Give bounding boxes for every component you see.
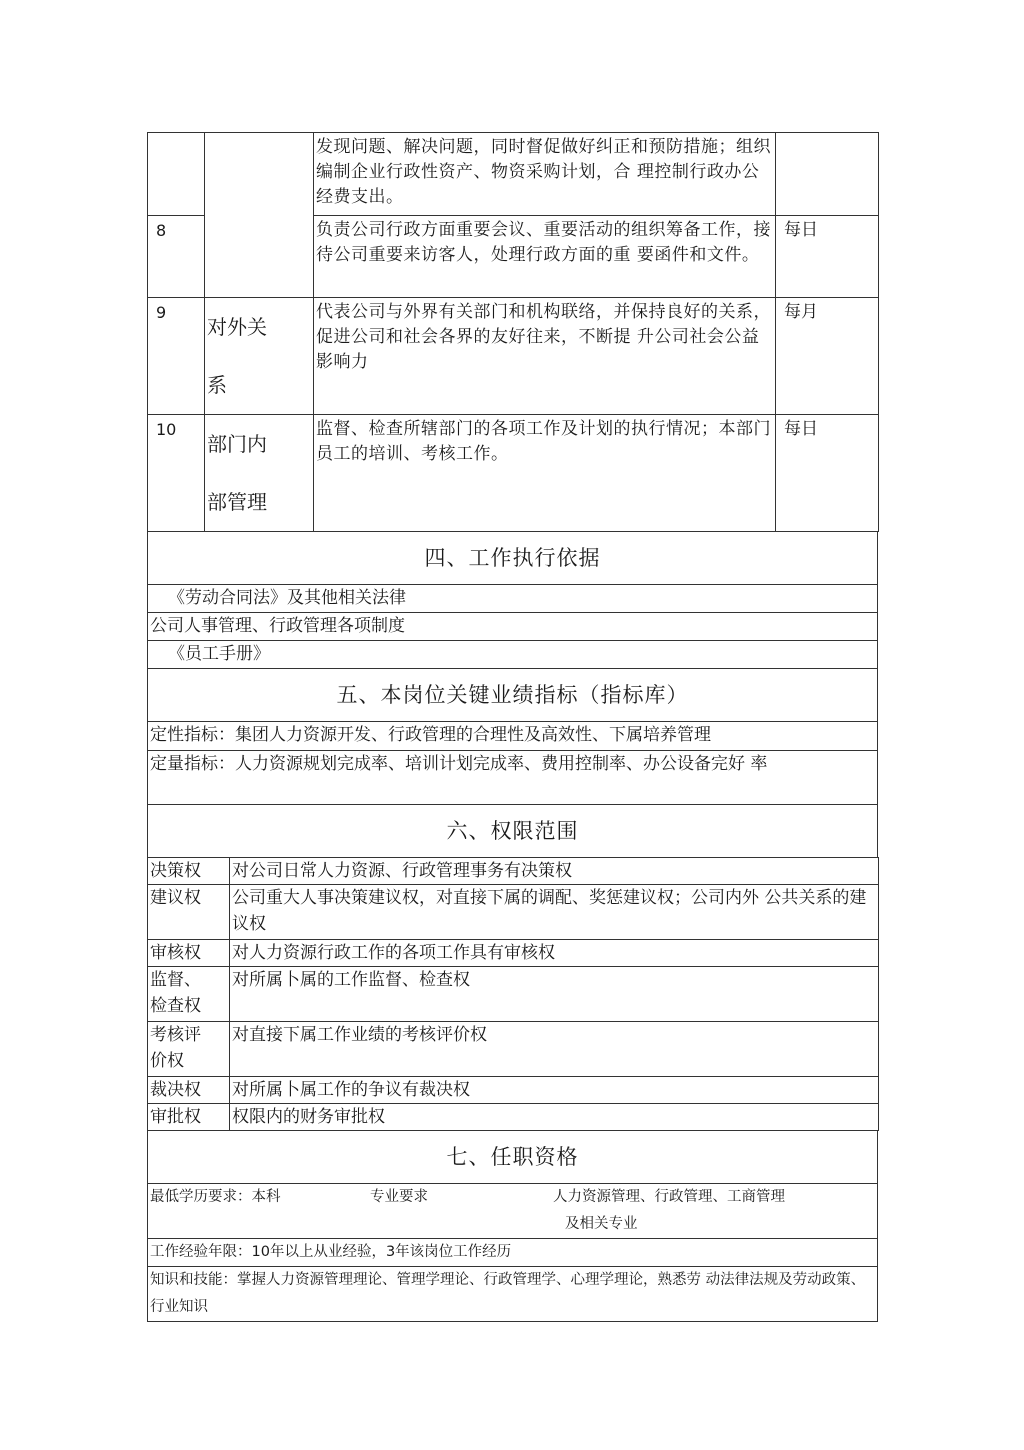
major-line: 人力资源管理、行政管理、工商管理	[553, 1189, 785, 1205]
major-line: 及相关专业	[565, 1216, 638, 1232]
kpi-quantitative: 定量指标：人力资源规划完成率、培训计划完成率、费用控制率、办公设备完好 率	[148, 751, 878, 805]
section-title: 四、工作执行依据	[148, 532, 878, 585]
experience-requirement: 工作经验年限：10年以上从业经验，3年该岗位工作经历	[148, 1239, 878, 1267]
duty-category-line: 部管理	[207, 490, 267, 514]
duty-row	[148, 415, 879, 532]
duty-number: 10	[148, 415, 205, 532]
duty-row	[148, 298, 879, 415]
duty-frequency: 每月	[776, 298, 879, 415]
duty-frequency: 每日	[776, 415, 879, 532]
authority-table	[147, 857, 879, 1131]
duty-frequency	[776, 133, 879, 216]
authority-desc: 对人力资源行政工作的各项工作具有审核权	[230, 940, 879, 967]
duty-category	[205, 298, 314, 415]
major-label: 专业要求	[370, 1189, 428, 1205]
authority-name: 监督、检查权	[148, 967, 230, 1022]
authority-desc: 对所属卜属的工作监督、检查权	[230, 967, 879, 1022]
authority-desc: 权限内的财务审批权	[230, 1104, 879, 1131]
authority-name: 考核评价权	[148, 1022, 230, 1077]
section-title: 七、任职资格	[148, 1131, 878, 1184]
authority-desc: 对直接下属工作业绩的考核评价权	[230, 1022, 879, 1077]
job-description-page	[147, 132, 878, 1322]
duty-category-line: 对外关	[207, 315, 267, 339]
section-title: 五、本岗位关键业绩指标（指标库）	[148, 669, 878, 722]
authority-desc: 对公司日常人力资源、行政管理事务有决策权	[230, 858, 879, 885]
education-major-row	[148, 1184, 878, 1239]
authority-name: 审核权	[148, 940, 230, 967]
knowledge-skills: 知识和技能：掌握人力资源管理理论、管理学理论、行政管理学、心理学理论，熟悉劳 动法律法规及劳动政策、行业知识	[148, 1267, 878, 1322]
education-requirement: 最低学历要求：本科	[150, 1189, 281, 1205]
basis-item: 《劳动合同法》及其他相关法律	[148, 585, 878, 613]
authority-name: 决策权	[148, 858, 230, 885]
duties-table	[147, 132, 879, 532]
major-requirement	[553, 1184, 785, 1238]
duty-text: 代表公司与外界有关部门和机构联络，并保持良好的关系，促进公司和社会各界的友好往来，不断提 升公司社会公益影响力	[314, 298, 776, 415]
qualification-table	[147, 1130, 878, 1322]
authority-name: 审批权	[148, 1104, 230, 1131]
authority-name: 建议权	[148, 885, 230, 940]
basis-kpi-table	[147, 531, 878, 858]
duty-category	[205, 415, 314, 532]
basis-item: 公司人事管理、行政管理各项制度	[148, 613, 878, 641]
duty-row	[148, 133, 879, 216]
duty-text: 监督、检查所辖部门的各项工作及计划的执行情况；本部门员工的培训、考核工作。	[314, 415, 776, 532]
authority-desc: 对所属卜属工作的争议有裁决权	[230, 1077, 879, 1104]
duty-category	[205, 133, 314, 298]
duty-frequency: 每日	[776, 216, 879, 298]
authority-desc: 公司重大人事决策建议权，对直接下属的调配、奖惩建议权；公司内外 公共关系的建议权	[230, 885, 879, 940]
basis-item: 《员工手册》	[148, 641, 878, 669]
duty-category-line: 系	[207, 373, 227, 397]
duty-text: 发现问题、解决问题，同时督促做好纠正和预防措施；组织编制企业行政性资产、物资采购计划，合 理控制行政办公经费支出。	[314, 133, 776, 216]
duty-number: 9	[148, 298, 205, 415]
duty-number	[148, 133, 205, 216]
duty-category-line: 部门内	[207, 432, 267, 456]
authority-name: 裁决权	[148, 1077, 230, 1104]
duty-number: 8	[148, 216, 205, 298]
duty-text: 负责公司行政方面重要会议、重要活动的组织筹备工作，接待公司重要来访客人，处理行政方面的重 要函件和文件。	[314, 216, 776, 298]
kpi-qualitative: 定性指标：集团人力资源开发、行政管理的合理性及高效性、下属培养管理	[148, 722, 878, 751]
section-title: 六、权限范围	[148, 805, 878, 858]
